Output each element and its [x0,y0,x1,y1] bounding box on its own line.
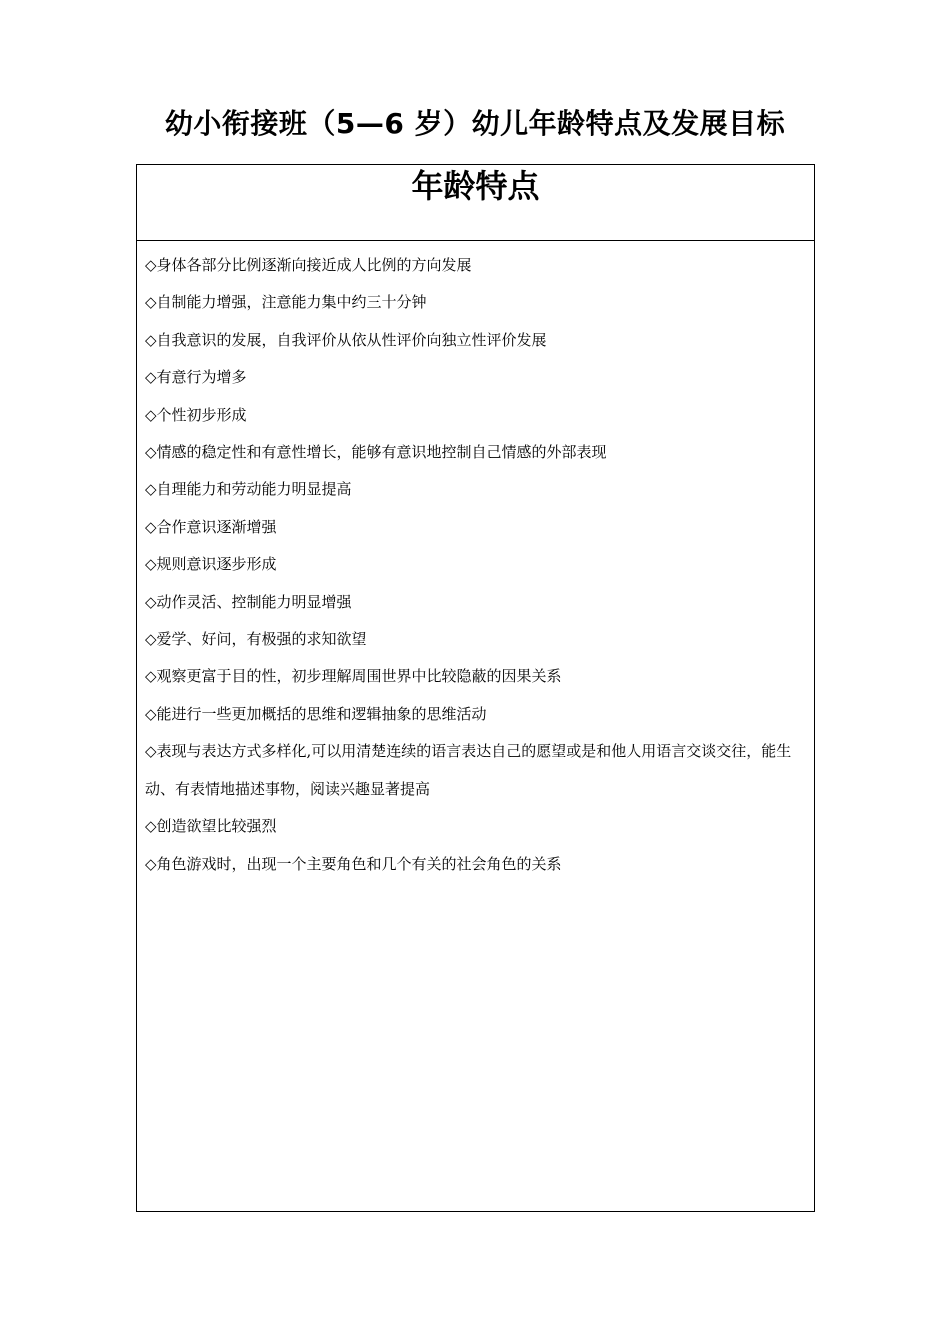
list-item: ◇表现与表达方式多样化,可以用清楚连续的语言表达自己的愿望或是和他人用语言交谈交往，能生动、有表情地描述事物，阅读兴趣显著提高 [145,742,792,798]
list-item: ◇观察更富于目的性，初步理解周围世界中比较隐蔽的因果关系 [145,667,562,686]
document-title: 幼小衔接班（5—6 岁）幼儿年龄特点及发展目标 [164,107,786,140]
list-item: ◇角色游戏时，出现一个主要角色和几个有关的社会角色的关系 [145,854,562,873]
list-item: ◇创造欲望比较强烈 [145,817,277,836]
list-item: ◇能进行一些更加概括的思维和逻辑抽象的思维活动 [145,704,487,723]
section-header: 年龄特点 [411,167,540,205]
characteristics-list [137,241,814,883]
list-item: ◇规则意识逐步形成 [145,555,277,574]
characteristics-table [136,164,815,1212]
list-item: ◇有意行为增多 [145,368,247,387]
table-header-cell [137,165,814,241]
list-item: ◇自我意识的发展，自我评价从依从性评价向独立性评价发展 [145,330,547,349]
list-item: ◇情感的稳定性和有意性增长，能够有意识地控制自己情感的外部表现 [145,443,607,462]
list-item: ◇身体各部分比例逐渐向接近成人比例的方向发展 [145,256,472,274]
list-item: ◇动作灵活、控制能力明显增强 [145,592,352,611]
list-item: ◇自制能力增强，注意能力集中约三十分钟 [145,293,427,312]
list-item: ◇个性初步形成 [145,405,247,424]
list-item: ◇合作意识逐渐增强 [145,517,277,536]
list-item: ◇爱学、好问，有极强的求知欲望 [145,630,367,649]
list-item: ◇自理能力和劳动能力明显提高 [145,480,352,499]
